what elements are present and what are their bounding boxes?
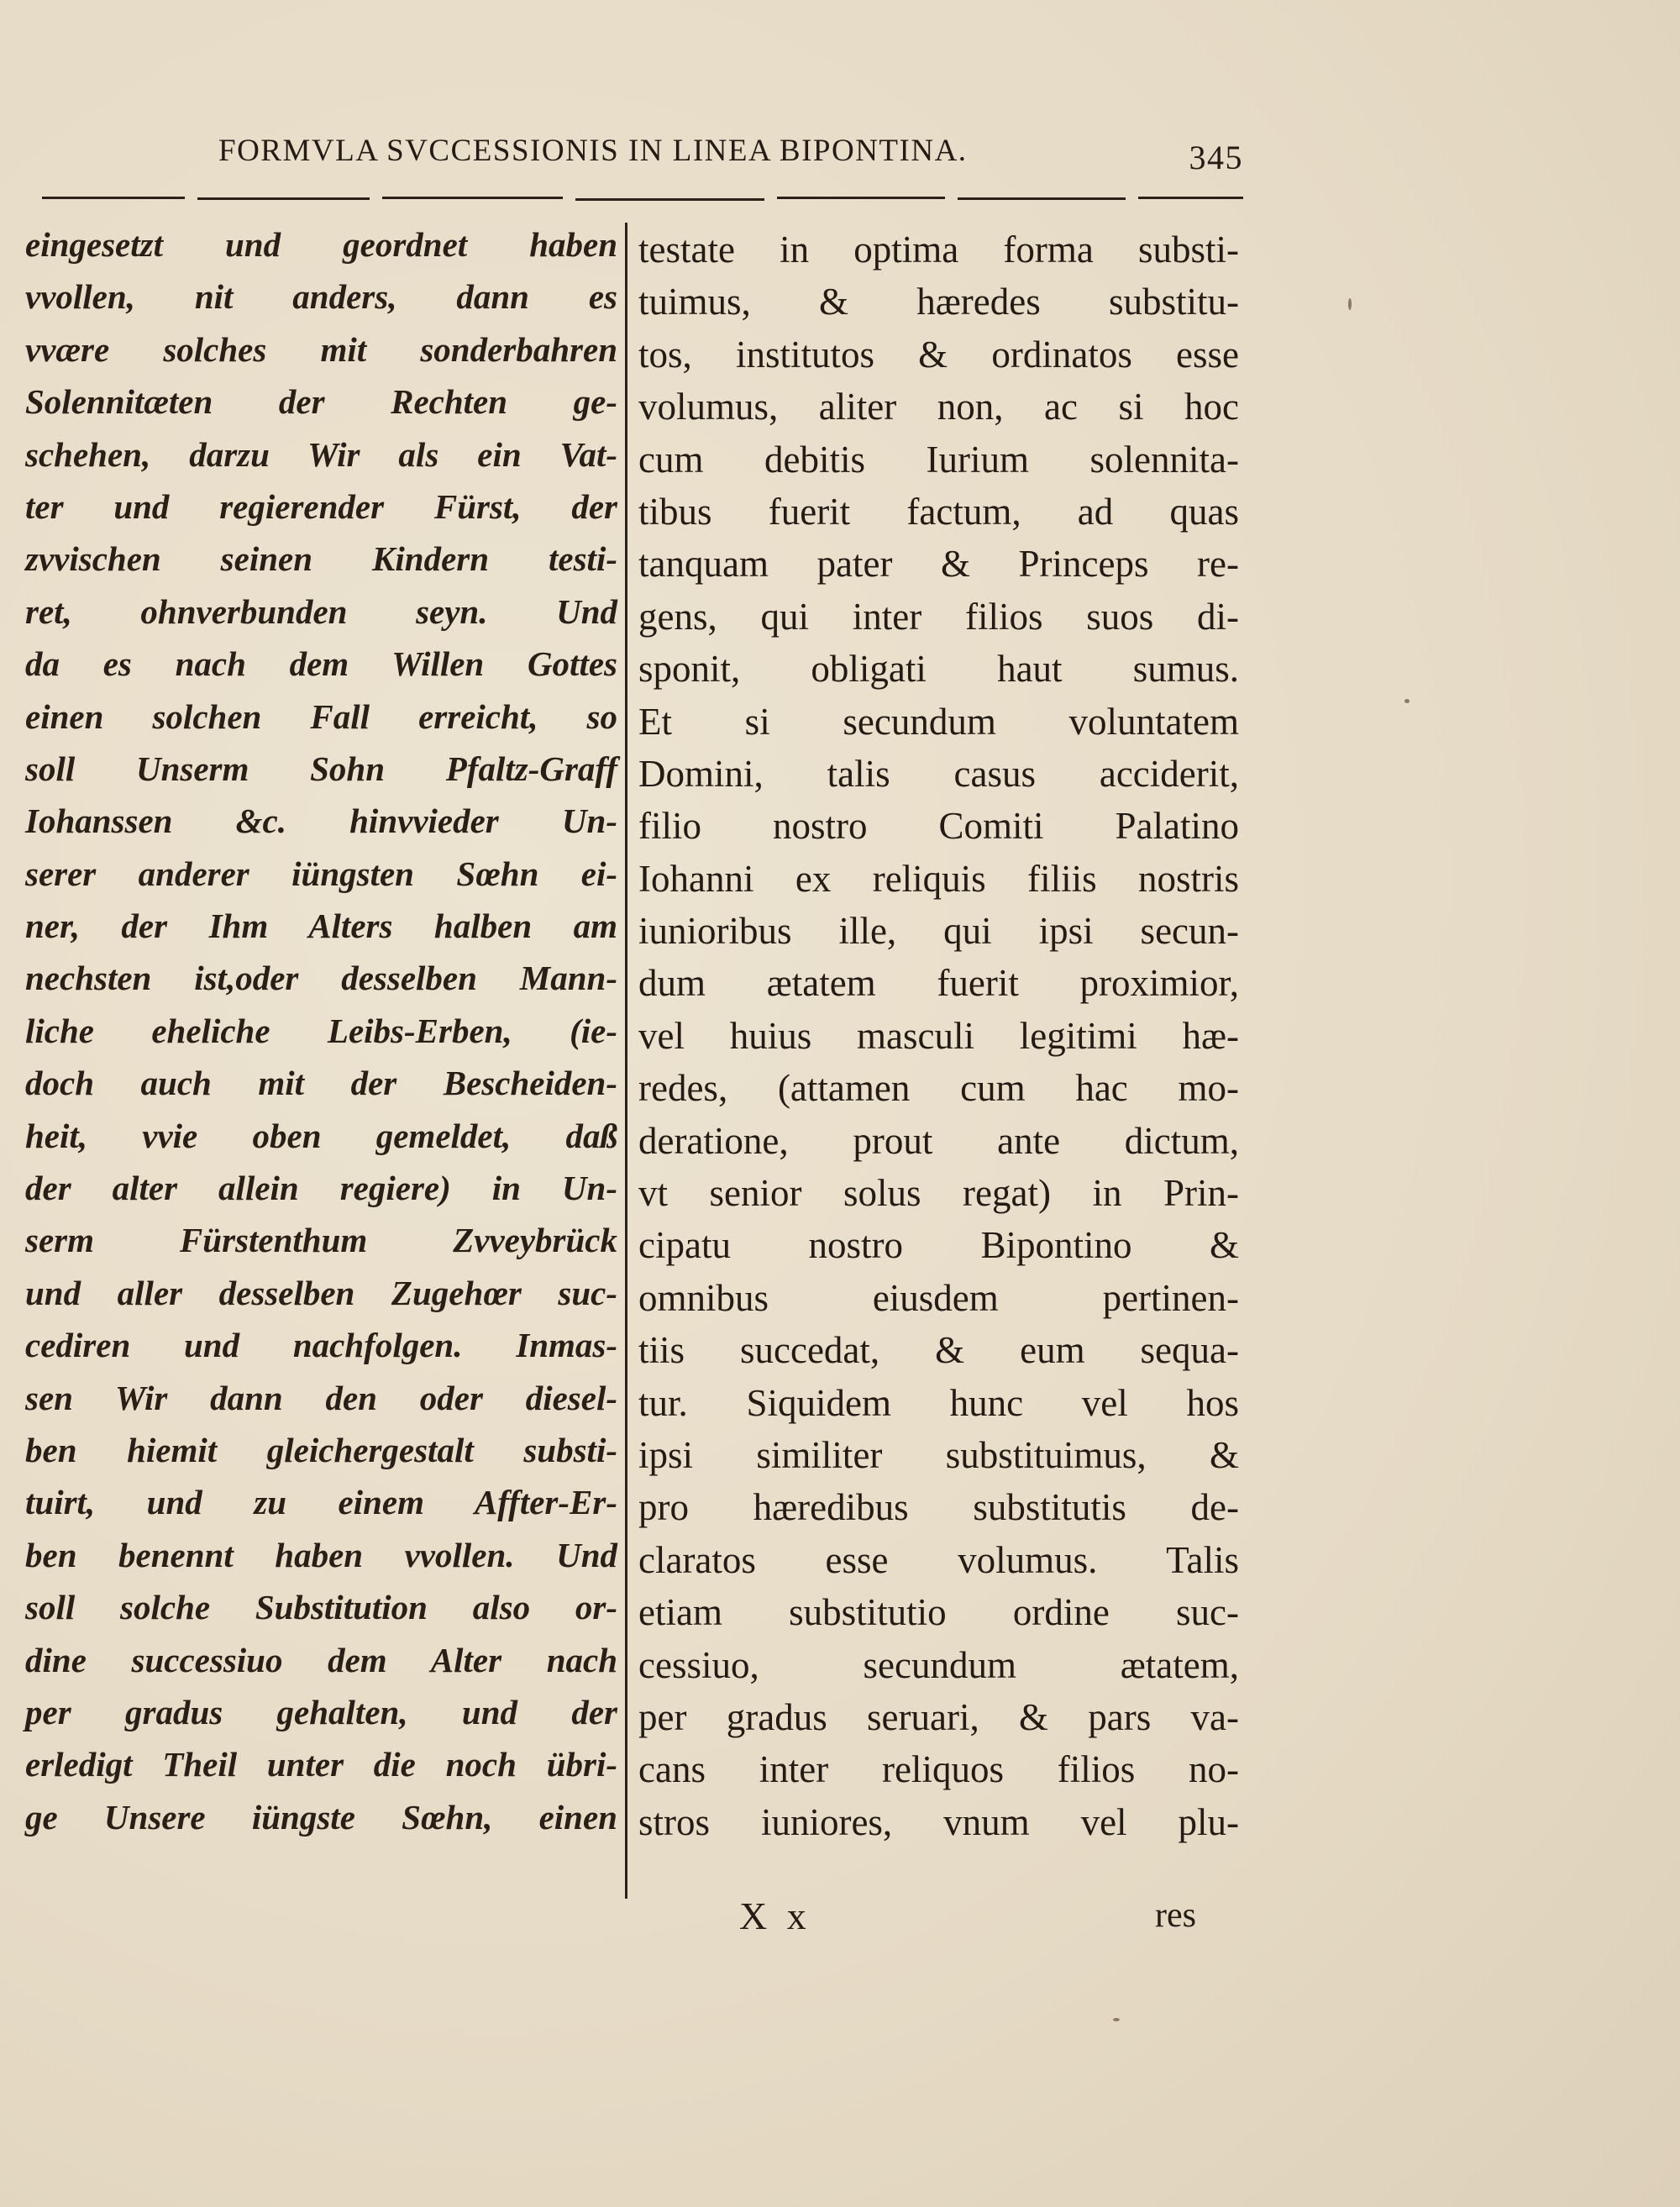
latin-text-line: iunioribus ille, qui ipsi secun- (638, 910, 1239, 953)
german-text-line: sen Wir dann den oder diesel- (25, 1378, 617, 1417)
latin-text-line: tur. Siquidem hunc vel hos (638, 1381, 1239, 1424)
german-text-line: serm Fürstenthum Zvveybrück (25, 1221, 617, 1260)
latin-text-line: deratione, prout ante dictum, (638, 1119, 1239, 1162)
latin-text-line: Domini, talis casus acciderit, (638, 752, 1239, 795)
german-text-line: dine successiuo dem Alter nach (25, 1640, 617, 1679)
german-text-line: und aller desselben Zugehœr suc- (25, 1273, 617, 1312)
german-text-line: ner, der Ihm Alters halben am (25, 906, 617, 946)
german-text-line: liche eheliche Leibs-Erben, (ie- (25, 1011, 617, 1050)
latin-text-line: cum debitis Iurium solennita- (638, 438, 1239, 481)
latin-text-line: cessiuo, secundum ætatem, (638, 1643, 1239, 1686)
latin-text-line: ipsi similiter substituimus, & (638, 1433, 1239, 1476)
german-text-line: zvvischen seinen Kindern testi- (25, 539, 617, 579)
latin-text-line: testate in optima forma substi- (638, 229, 1239, 271)
latin-text-line: tanquam pater & Princeps re- (638, 543, 1239, 586)
german-text-line: ret, ohnverbunden seyn. Und (25, 591, 617, 631)
column-divider (625, 223, 627, 1899)
latin-text-line: vt senior solus regat) in Prin- (638, 1172, 1239, 1215)
signature-mark: X x (739, 1894, 811, 1937)
latin-text-line: volumus, aliter non, ac si hoc (638, 386, 1239, 428)
latin-text-line: Iohanni ex reliquis filiis nostris (638, 857, 1239, 900)
latin-text-line: tibus fuerit factum, ad quas (638, 490, 1239, 533)
latin-text-line: stros iuniores, vnum vel plu- (638, 1800, 1239, 1843)
latin-text-line: tiis succedat, & eum sequa- (638, 1329, 1239, 1372)
german-text-line: serer anderer iüngsten Sœhn ei- (25, 854, 617, 893)
latin-text-line: cans inter reliquos filios no- (638, 1748, 1239, 1791)
german-text-line: ben hiemit gleichergestalt substi- (25, 1430, 617, 1469)
german-text-line: soll Unserm Sohn Pfaltz-Graff (25, 749, 617, 788)
german-text-line: einen solchen Fall erreicht, so (25, 696, 617, 736)
german-text-line: der alter allein regiere) in Un- (25, 1169, 617, 1208)
german-text-line: cediren und nachfolgen. Inmas- (25, 1326, 617, 1365)
header-rule (42, 197, 1243, 203)
german-text-line: heit, vvie oben gemeldet, daß (25, 1116, 617, 1155)
latin-text-line: sponit, obligati haut sumus. (638, 648, 1239, 691)
german-text-column (25, 218, 617, 1843)
german-text-line: eingesetzt und geordnet haben (25, 225, 617, 264)
german-text-line: vvære solches mit sonderbahren (25, 329, 617, 369)
running-header (202, 133, 1243, 183)
latin-text-column (638, 223, 1239, 1848)
german-text-line: da es nach dem Willen Gottes (25, 644, 617, 684)
paper-speck (1404, 699, 1410, 703)
german-text-line: vvollen, nit anders, dann es (25, 277, 617, 317)
german-text-line: ter und regierender Fürst, der (25, 486, 617, 526)
latin-text-line: gens, qui inter filios suos di- (638, 595, 1239, 638)
german-text-line: per gradus gehalten, und der (25, 1692, 617, 1731)
latin-text-line: redes, (attamen cum hac mo- (638, 1067, 1239, 1110)
german-text-line: doch auch mit der Bescheiden- (25, 1064, 617, 1103)
paper-speck (1113, 2018, 1120, 2021)
page-number: 345 (1189, 139, 1243, 176)
german-text-line: schehen, darzu Wir als ein Vat- (25, 434, 617, 474)
latin-text-line: filio nostro Comiti Palatino (638, 805, 1239, 848)
catchword: res (1155, 1896, 1196, 1935)
latin-text-line: dum ætatem fuerit proximior, (638, 962, 1239, 1005)
latin-text-line: claratos esse volumus. Talis (638, 1538, 1239, 1581)
latin-text-line: tuimus, & hæredes substitu- (638, 281, 1239, 323)
latin-text-line: cipatu nostro Bipontino & (638, 1224, 1239, 1267)
german-text-line: soll solche Substitution also or- (25, 1588, 617, 1627)
german-text-line: ben benennt haben vvollen. Und (25, 1535, 617, 1574)
german-text-line: Solennitæten der Rechten ge- (25, 382, 617, 422)
german-text-line: tuirt, und zu einem Affter-Er- (25, 1483, 617, 1522)
german-text-line: erledigt Theil unter die noch übri- (25, 1745, 617, 1784)
latin-text-line: Et si secundum voluntatem (638, 700, 1239, 743)
german-text-line: Iohanssen &c. hinvvieder Un- (25, 801, 617, 841)
latin-text-line: omnibus eiusdem pertinen- (638, 1276, 1239, 1319)
german-text-line: ge Unsere iüngste Sœhn, einen (25, 1797, 617, 1837)
latin-text-line: tos, institutos & ordinatos esse (638, 333, 1239, 376)
latin-text-line: pro hæredibus substitutis de- (638, 1486, 1239, 1529)
header-title: FORMVLA SVCCESSIONIS IN LINEA BIPONTINA. (218, 134, 968, 168)
paper-speck (1348, 298, 1352, 310)
german-text-line: nechsten ist,oder desselben Mann- (25, 959, 617, 998)
latin-text-line: vel huius masculi legitimi hæ- (638, 1014, 1239, 1057)
latin-text-line: etiam substitutio ordine suc- (638, 1591, 1239, 1634)
latin-text-line: per gradus seruari, & pars va- (638, 1695, 1239, 1738)
